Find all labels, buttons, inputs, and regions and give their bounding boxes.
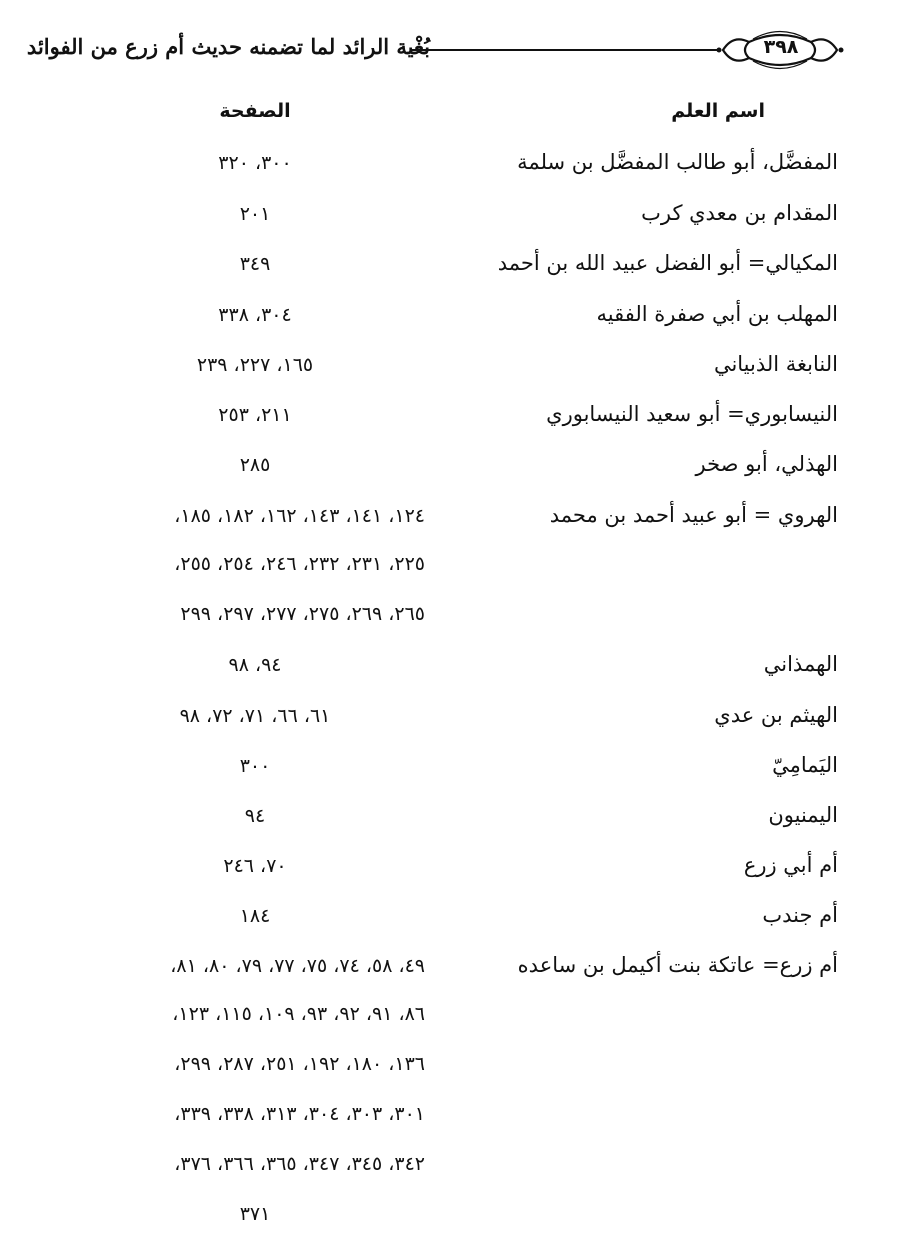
entry-name: المفضَّل، أبو طالب المفضَّل بن سلمة [517, 150, 838, 174]
entry-pages: ١٣٦، ١٨٠، ١٩٢، ٢٥١، ٢٨٧، ٢٩٩، [174, 1053, 425, 1075]
entry-pages: ٢١١، ٢٥٣ [218, 404, 292, 426]
entry-name: اليَمامِيّ [772, 753, 838, 777]
entry-pages: ١٦٥، ٢٢٧، ٢٣٩ [196, 354, 314, 376]
header-rule [412, 49, 718, 51]
entry-name: أم زرع= عاتكة بنت أكيمل بن ساعده [517, 953, 838, 977]
entry-name: النيسابوري= أبو سعيد النيسابوري [546, 402, 838, 426]
entry-name: اليمنيون [768, 803, 838, 827]
entry-pages: ٣٧١ [239, 1203, 271, 1225]
entry-name: الهيثم بن عدي [714, 703, 838, 727]
page-number: ٣٩٨ [763, 36, 799, 58]
entry-pages: ١٢٤، ١٤١، ١٤٣، ١٦٢، ١٨٢، ١٨٥، [174, 505, 425, 527]
entry-pages: ٣٤٩ [239, 253, 271, 275]
entry-pages: ٤٩، ٥٨، ٧٤، ٧٥، ٧٧، ٧٩، ٨٠، ٨١، [170, 955, 425, 977]
entry-name: النابغة الذبياني [713, 352, 838, 376]
page-header [26, 26, 850, 76]
entry-pages: ٣٠٠، ٣٢٠ [218, 152, 292, 174]
entry-name: أم جندب [762, 903, 838, 927]
entry-pages: ٣٠٠ [239, 755, 271, 777]
entry-pages: ٣٠١، ٣٠٣، ٣٠٤، ٣١٣، ٣٣٨، ٣٣٩، [174, 1103, 425, 1125]
entry-name: الهمذاني [763, 652, 838, 676]
entry-pages: ١٨٤ [239, 905, 271, 927]
entry-pages: ٣٠٤، ٣٣٨ [218, 304, 292, 326]
entry-pages: ٩٤، ٩٨ [228, 654, 282, 676]
entry-name: الهذلي، أبو صخر [695, 452, 838, 476]
book-title: بُغْية الرائد لما تضمنه حديث أم زرع من الفوائد [26, 34, 430, 59]
entry-pages: ٩٤ [244, 805, 266, 827]
entry-name: المهلب بن أبي صفرة الفقيه [596, 302, 838, 326]
entry-name: أم أبي زرع [743, 853, 838, 877]
entry-name: المكيالي= أبو الفضل عبيد الله بن أحمد [497, 251, 838, 275]
entry-pages: ٢٠١ [239, 203, 271, 225]
entry-pages: ٧٠، ٢٤٦ [223, 855, 287, 877]
entry-pages: ٢٢٥، ٢٣١، ٢٣٢، ٢٤٦، ٢٥٤، ٢٥٥، [174, 553, 425, 575]
entry-pages: ٦١، ٦٦، ٧١، ٧٢، ٩٨ [179, 705, 331, 727]
entry-pages: ٣٤٢، ٣٤٥، ٣٤٧، ٣٦٥، ٣٦٦، ٣٧٦، [174, 1153, 425, 1175]
column-heading-name: اسم العلم [671, 100, 765, 122]
column-heading-page: الصفحة [219, 100, 291, 122]
entry-pages: ٨٦، ٩١، ٩٢، ٩٣، ١٠٩، ١١٥، ١٢٣، [172, 1003, 425, 1025]
entry-name: المقدام بن معدي كرب [641, 201, 838, 225]
entry-name: الهروي = أبو عبيد أحمد بن محمد [549, 503, 838, 527]
entry-pages: ٢٦٥، ٢٦٩، ٢٧٥، ٢٧٧، ٢٩٧، ٢٩٩ [180, 603, 425, 625]
entry-pages: ٢٨٥ [239, 454, 271, 476]
